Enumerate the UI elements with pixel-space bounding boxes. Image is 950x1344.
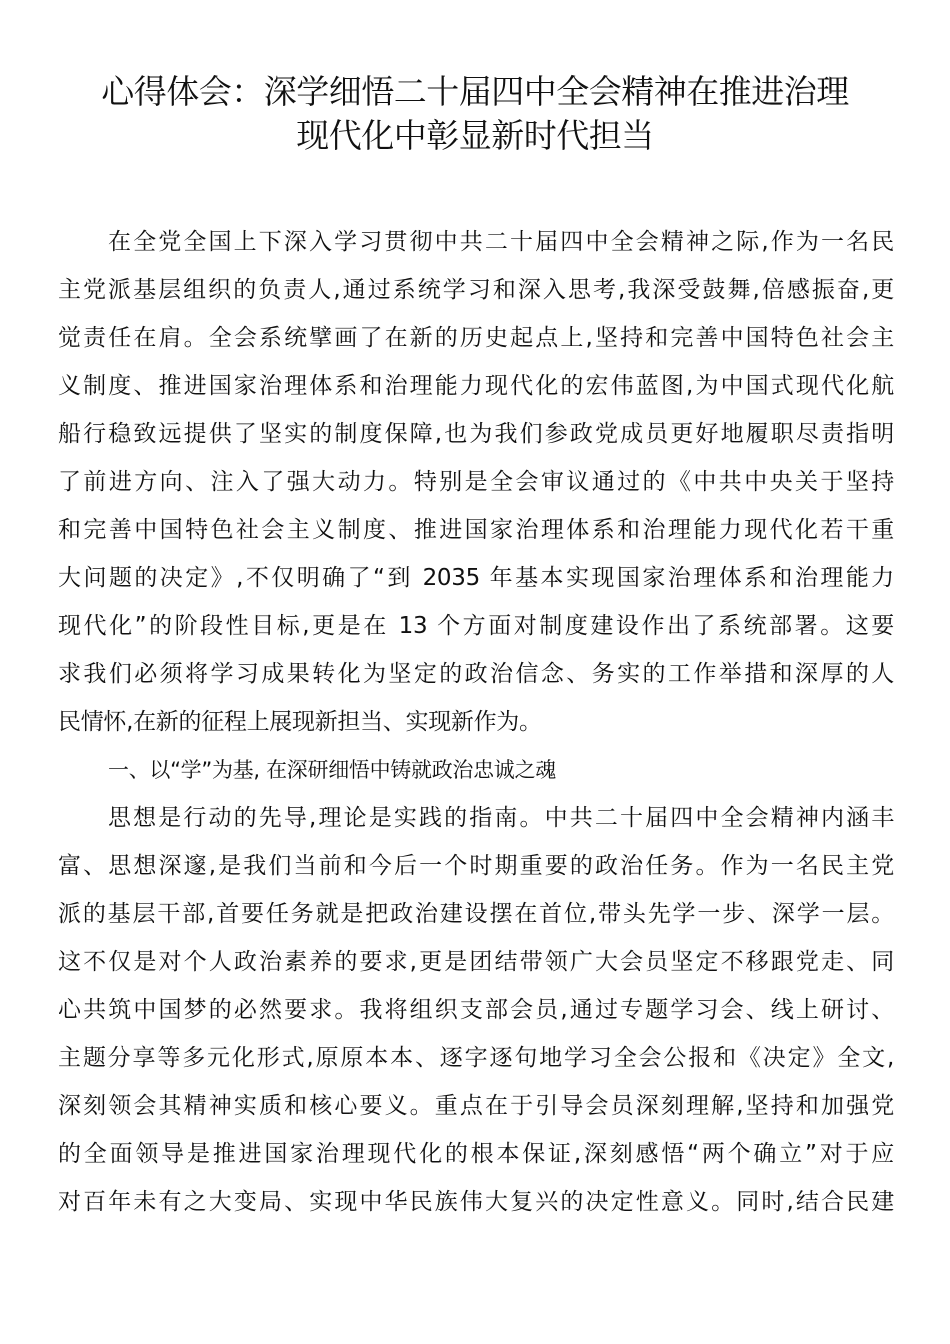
text-line: 思想是行动的先导,理论是实践的指南。中共二十届四中全会精神内涵丰	[108, 805, 894, 831]
text-line: 这不仅是对个人政治素养的要求,更是团结带领广大会员坚定不移跟党走、同	[58, 949, 894, 975]
text-line: 民情怀,在新的征程上展现新担当、实现新作为。	[58, 709, 542, 735]
text-line: 大问题的决定》,不仅明确了“到 2035 年基本实现国家治理体系和治理能力	[58, 565, 894, 591]
text-line: 船行稳致远提供了坚实的制度保障,也为我们参政党成员更好地履职尽责指明	[58, 421, 894, 447]
text-line: 现代化”的阶段性目标,更是在 13 个方面对制度建设作出了系统部署。这要	[58, 613, 894, 639]
text-line: 求我们必须将学习成果转化为坚定的政治信念、务实的工作举措和深厚的人	[58, 661, 894, 687]
text-line: 主题分享等多元化形式,原原本本、逐字逐句地学习全会公报和《决定》全文,	[58, 1045, 894, 1071]
document-body	[58, 218, 894, 1226]
text-line: 义制度、推进国家治理体系和治理能力现代化的宏伟蓝图,为中国式现代化航	[58, 373, 894, 399]
text-line: 富、思想深邃,是我们当前和今后一个时期重要的政治任务。作为一名民主党	[58, 853, 894, 879]
text-line: 派的基层干部,首要任务就是把政治建设摆在首位,带头先学一步、深学一层。	[58, 901, 894, 927]
title-line-1: 心得体会：深学细悟二十届四中全会精神在推进治理	[101, 72, 849, 111]
text-line: 主党派基层组织的负责人,通过系统学习和深入思考,我深受鼓舞,倍感振奋,更	[58, 277, 894, 303]
text-line: 了前进方向、注入了强大动力。特别是全会审议通过的《中共中央关于坚持	[58, 469, 894, 495]
section-heading-1	[58, 746, 894, 794]
text-line: 的全面领导是推进国家治理现代化的根本保证,深刻感悟“两个确立”对于应	[58, 1141, 894, 1167]
text-line: 深刻领会其精神实质和核心要义。重点在于引导会员深刻理解,坚持和加强党	[58, 1093, 894, 1119]
text-line: 在全党全国上下深入学习贯彻中共二十届四中全会精神之际,作为一名民	[108, 229, 894, 255]
text-line: 对百年未有之大变局、实现中华民族伟大复兴的决定性意义。同时,结合民建	[58, 1189, 894, 1215]
paragraph-intro	[58, 218, 894, 746]
document-title	[40, 70, 910, 158]
title-line-2: 现代化中彰显新时代担当	[296, 116, 654, 155]
text-line: 心共筑中国梦的必然要求。我将组织支部会员,通过专题学习会、线上研讨、	[58, 997, 894, 1023]
paragraph-section-1	[58, 794, 894, 1226]
text-line: 觉责任在肩。全会系统擘画了在新的历史起点上,坚持和完善中国特色社会主	[58, 325, 894, 351]
section-heading: 一、以“学”为基, 在深研细悟中铸就政治忠诚之魂	[108, 758, 556, 782]
text-line: 和完善中国特色社会主义制度、推进国家治理体系和治理能力现代化若干重	[58, 517, 894, 543]
